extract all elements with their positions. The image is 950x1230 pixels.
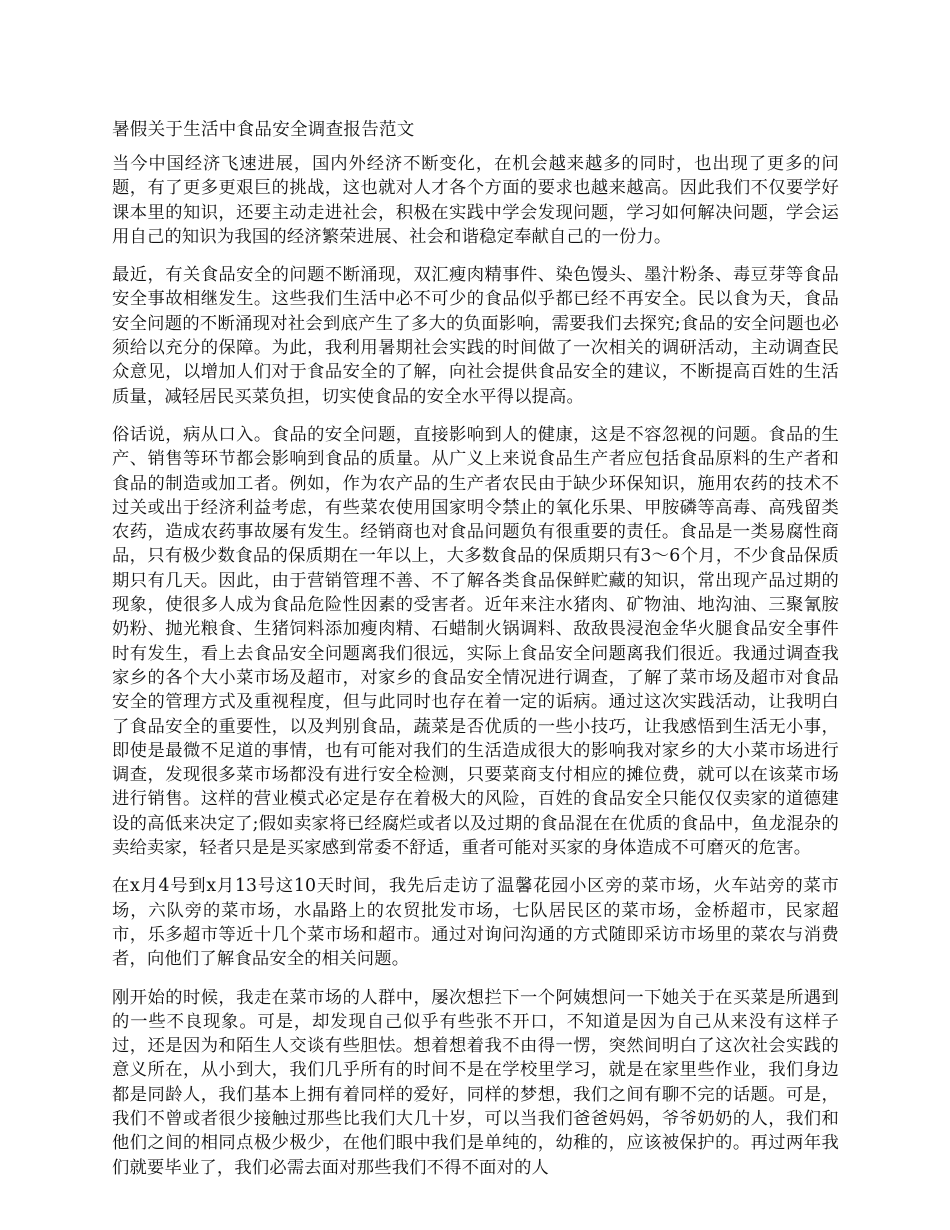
document-page	[112, 118, 839, 1194]
paragraph-reflection: 刚开始的时候，我走在菜市场的人群中，屡次想拦下一个阿姨想问一下她关于在买菜是所遇到的一些不良现象。可是，却发现自己似乎有些张不开口，不知道是因为自己从来没有这样子过，还是因为和陌生人交谈有些胆怯。想着想着我不由得一愣，突然间明白了这次社会实践的意义所在，从小到大，我们几乎所有的时间不是在学校里学习，就是在家里些作业，我们身边都是同龄人，我们基本上拥有着同样的爱好，同样的梦想，我们之间有聊不完的话题。可是，我们不曾或者很少接触过那些比我们大几十岁，可以当我们爸爸妈妈，爷爷奶奶的人，我们和他们之间的相同点极少极少，在他们眼中我们是单纯的，幼稚的，应该被保护的。再过两年我们就要毕业了，我们必需去面对那些我们不得不面对的人	[112, 987, 839, 1178]
paragraph-intro: 当今中国经济飞速进展，国内外经济不断变化，在机会越来越多的同时，也出现了更多的问题，有了更多更艰巨的挑战，这也就对人才各个方面的要求也越来越高。因此我们不仅要学好课本里的知识，还要主动走进社会，积极在实践中学会发现问题，学习如何解决问题，学会运用自己的知识为我国的经济繁荣进展、社会和谐稳定奉献自己的一份力。	[112, 154, 839, 247]
paragraph-analysis: 俗话说，病从口入。食品的安全问题，直接影响到人的健康，这是不容忽视的问题。食品的生产、销售等环节都会影响到食品的质量。从广义上来说食品生产者应包括食品原料的生产者和食品的制造或加工者。例如，作为农产品的生产者农民由于缺少环保知识，施用农药的技术不过关或出于经济利益考虑，有些菜农使用国家明令禁止的氧化乐果、甲胺磷等高毒、高残留类农药，造成农药事故屡有发生。经销商也对食品问题负有很重要的责任。食品是一类易腐性商品，只有极少数食品的保质期在一年以上，大多数食品的保质期只有3～6个月，不少食品保质期只有几天。因此，由于营销管理不善、不了解各类食品保鲜贮藏的知识，常出现产品过期的现象，使很多人成为食品危险性因素的受害者。近年来注水猪肉、矿物油、地沟油、三聚氰胺奶粉、抛光粮食、生猪饲料添加瘦肉精、石蜡制火锅调料、敌敌畏浸泡金华火腿食品安全事件时有发生，看上去食品安全问题离我们很远，实际上食品安全问题离我们很近。我通过调查我家乡的各个大小菜市场及超市，对家乡的食品安全情况进行调查，了解了菜市场及超市对食品安全的管理方式及重视程度，但与此同时也存在着一定的诟病。通过这次实践活动，让我明白了食品安全的重要性，以及判别食品，蔬菜是否优质的一些小技巧，让我感悟到生活无小事，即使是最微不足道的事情，也有可能对我们的生活造成很大的影响我对家乡的大小菜市场进行调查，发现很多菜市场都没有进行安全检测，只要菜商支付相应的摊位费，就可以在该菜市场进行销售。这样的营业模式必定是存在着极大的风险，百姓的食品安全只能仅仅卖家的道德建设的高低来决定了;假如卖家将已经腐烂或者以及过期的食品混在在优质的食品中，鱼龙混杂的卖给卖家，轻者只是是买家感到常委不舒适，重者可能对买家的身体造成不可磨灭的危害。	[112, 424, 839, 859]
paragraph-survey: 在x月4号到x月13号这10天时间，我先后走访了温馨花园小区旁的菜市场，火车站旁的菜市场，六队旁的菜市场，水晶路上的农贸批发市场，七队居民区的菜市场，金桥超市，民家超市，乐多超市等近十几个菜市场和超市。通过对询问沟通的方式随即采访市场里的菜农与消费者，向他们了解食品安全的相关问题。	[112, 876, 839, 970]
document-title: 暑假关于生活中食品安全调查报告范文	[112, 120, 415, 140]
paragraph-background: 最近，有关食品安全的问题不断涌现，双汇瘦肉精事件、染色馒头、墨汁粉条、毒豆芽等食品安全事故相继发生。这些我们生活中必不可少的食品似乎都已经不再安全。民以食为天，食品安全问题的不断涌现对社会到底产生了多大的负面影响，需要我们去探究;食品的安全问题也必须给以充分的保障。为此，我利用暑期社会实践的时间做了一次相关的调研活动，主动调查民众意见，以增加人们对于食品安全的了解，向社会提供食品安全的建议，不断提高百姓的生活质量，减轻居民买菜负担，切实使食品的安全水平得以提高。	[112, 265, 839, 407]
